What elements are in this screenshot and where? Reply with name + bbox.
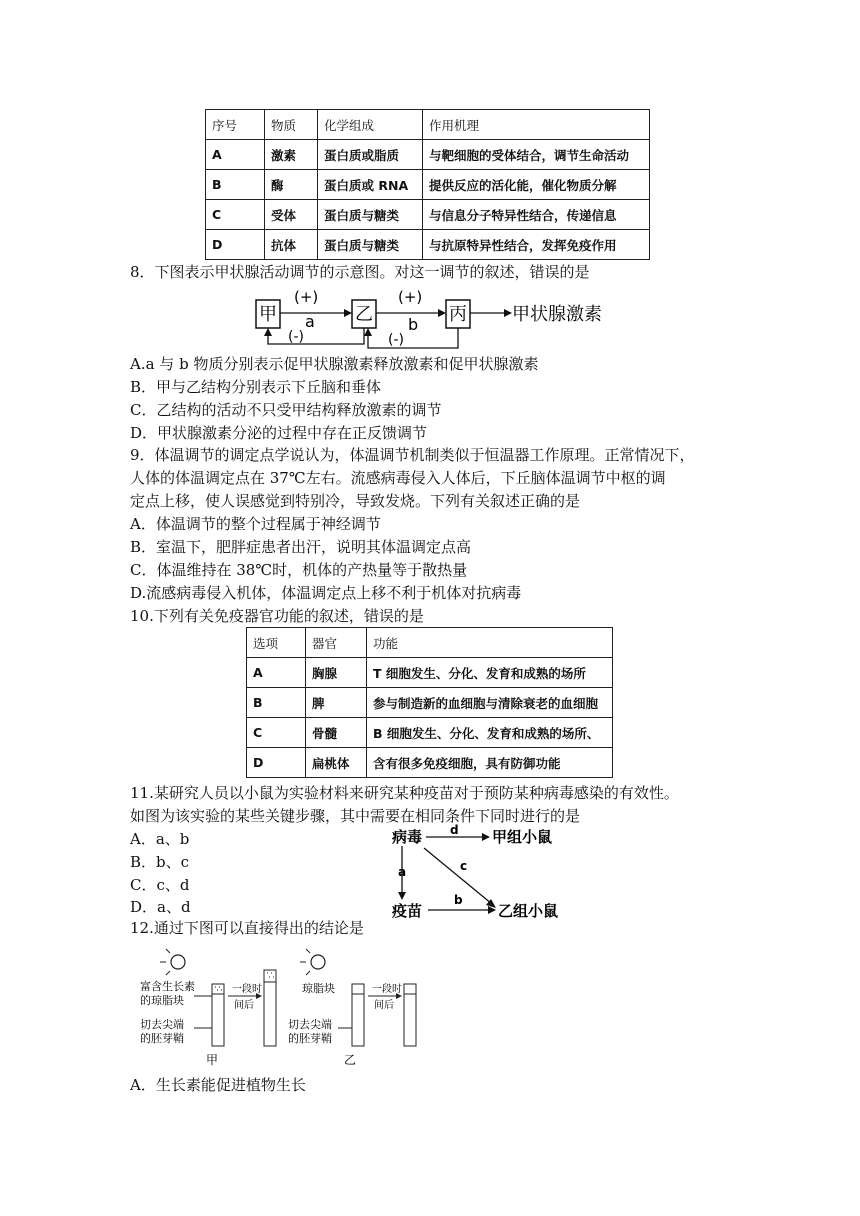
agar-block-yi — [352, 984, 364, 994]
minus-label-1: (-) — [288, 329, 304, 345]
thyroid-regulation-diagram — [250, 286, 620, 356]
table-immune-organs — [246, 627, 613, 778]
a-label: a — [305, 312, 315, 331]
a-label: a — [398, 865, 407, 879]
jia-block-label-1: 富含生长素 — [140, 980, 195, 993]
table-cell: 脾 — [306, 688, 367, 718]
table-header-cell: 功能 — [367, 628, 613, 658]
b-label: b — [408, 315, 419, 334]
light-ray — [306, 971, 310, 975]
agar-block-yi-after — [404, 984, 416, 994]
table-row — [247, 748, 613, 778]
light-ray — [166, 949, 170, 953]
q8-stem: 8．下图表示甲状腺活动调节的示意图。对这一调节的叙述，错误的是 — [130, 263, 590, 281]
time-label-2: 间后 — [374, 1000, 394, 1011]
table-cell: 参与制造新的血细胞与清除衰老的血细胞 — [367, 688, 613, 718]
table-cell: 蛋白质与糖类 — [318, 200, 423, 230]
table-cell: 抗体 — [265, 230, 318, 260]
coleoptile-yi-before — [352, 994, 364, 1046]
arrow-d-head — [482, 833, 490, 841]
table-cell: C — [247, 718, 306, 748]
table-cell: 与信息分子特异性结合，传递信息 — [423, 200, 650, 230]
q9-option-a: A．体温调节的整个过程属于神经调节 — [130, 515, 381, 533]
group-a-label: 甲组小鼠 — [492, 828, 553, 846]
table-header-cell: 物质 — [265, 110, 318, 140]
table-row — [206, 230, 650, 260]
feedback-arrow-2 — [364, 328, 372, 336]
q9-option-c: C．体温维持在 38℃时，机体的产热量等于散热量 — [130, 561, 468, 579]
q11-option-c: C．c、d — [130, 876, 190, 894]
table-cell: 扁桃体 — [306, 748, 367, 778]
plus-label-2: (+) — [398, 288, 423, 306]
coleoptile-yi-after — [404, 994, 416, 1046]
table-row — [206, 200, 650, 230]
table-cell: T 细胞发生、分化、发育和成熟的场所 — [367, 658, 613, 688]
q8-option-c: C．乙结构的活动不只受甲结构释放激素的调节 — [130, 401, 442, 419]
coleoptile-jia-before — [212, 994, 224, 1046]
yi-cut-label-1: 切去尖端 — [288, 1018, 332, 1031]
q11-option-d: D．a、d — [130, 898, 191, 916]
q11-option-a: A．a、b — [130, 830, 190, 848]
table-substances — [205, 109, 650, 260]
minus-label-2: (-) — [388, 332, 404, 348]
c-label: c — [460, 859, 468, 873]
q9-stem-line3: 定点上移，使人误感觉到特别冷，导致发烧。下列有关叙述正确的是 — [130, 492, 581, 510]
box-jia-label: 甲 — [259, 304, 277, 325]
table-row — [247, 658, 613, 688]
b-label: b — [454, 893, 463, 907]
jia-cut-label-1: 切去尖端 — [140, 1018, 184, 1031]
agar-block-jia-after — [264, 970, 276, 982]
feedback-arrow-1 — [264, 328, 272, 336]
table-cell: 酶 — [265, 170, 318, 200]
box-bing-label: 丙 — [449, 304, 467, 325]
feedback-yi-to-jia — [268, 328, 364, 344]
table-cell: 提供反应的活化能，催化物质分解 — [423, 170, 650, 200]
table-cell: 激素 — [265, 140, 318, 170]
arrow-output-head — [504, 309, 512, 317]
table-cell: 受体 — [265, 200, 318, 230]
time-label-1: 一段时 — [232, 984, 262, 995]
table-header-row — [247, 628, 613, 658]
table-cell: 胸腺 — [306, 658, 367, 688]
light-icon-yi — [311, 955, 325, 969]
table-row — [247, 688, 613, 718]
q11-stem-line2: 如图为该实验的某些关键步骤，其中需要在相同条件下同时进行的是 — [130, 807, 581, 825]
table-cell: A — [247, 658, 306, 688]
table-cell: 蛋白质或脂质 — [318, 140, 423, 170]
table-cell: 骨髓 — [306, 718, 367, 748]
table-cell: 蛋白质或 RNA — [318, 170, 423, 200]
label-jia: 甲 — [206, 1053, 219, 1067]
light-ray — [306, 949, 310, 953]
jia-block-label-2: 的琼脂块 — [140, 994, 184, 1007]
q8-option-b: B．甲与乙结构分别表示下丘脑和垂体 — [130, 378, 382, 396]
table-cell: B — [206, 170, 265, 200]
table-header-cell: 化学组成 — [318, 110, 423, 140]
q9-stem-line1: 9．体温调节的调定点学说认为，体温调节机制类似于恒温器工作原理。正常情况下， — [130, 446, 695, 464]
arrow-a-head — [398, 892, 406, 900]
table-cell: 含有很多免疫细胞，具有防御功能 — [367, 748, 613, 778]
q9-option-d: D.流感病毒侵入机体，体温调定点上移不利于机体对抗病毒 — [130, 584, 522, 602]
table-cell: 与抗原特异性结合，发挥免疫作用 — [423, 230, 650, 260]
table-row — [247, 718, 613, 748]
time-label-1: 一段时 — [372, 984, 402, 995]
table-cell: 与靶细胞的受体结合，调节生命活动 — [423, 140, 650, 170]
q8-option-d: D．甲状腺激素分泌的过程中存在正反馈调节 — [130, 424, 428, 442]
light-ray — [166, 971, 170, 975]
q12-option-a: A．生长素能促进植物生长 — [130, 1076, 306, 1094]
table-cell: 蛋白质与糖类 — [318, 230, 423, 260]
q11-option-b: B．b、c — [130, 853, 190, 871]
table-cell: B — [247, 688, 306, 718]
table-header-cell: 选项 — [247, 628, 306, 658]
agar-block-jia — [212, 984, 224, 994]
table-header-cell: 器官 — [306, 628, 367, 658]
table-cell: C — [206, 200, 265, 230]
box-yi-label: 乙 — [355, 304, 373, 325]
table-cell: A — [206, 140, 265, 170]
table-cell: D — [206, 230, 265, 260]
table-row — [206, 170, 650, 200]
jia-cut-label-2: 的胚芽鞘 — [140, 1032, 184, 1045]
plus-label-1: (+) — [294, 288, 319, 306]
coleoptile-experiment-diagram — [130, 944, 440, 1070]
table-header-cell: 序号 — [206, 110, 265, 140]
q8-option-a: A.a 与 b 物质分别表示促甲状腺激素释放激素和促甲状腺激素 — [130, 355, 539, 373]
vaccine-experiment-diagram — [388, 824, 588, 924]
arrow-b-head — [438, 309, 446, 317]
q11-stem-line1: 11.某研究人员以小鼠为实验材料来研究某种疫苗对于预防某种病毒感染的有效性。 — [130, 784, 679, 802]
table-cell: D — [247, 748, 306, 778]
q10-stem: 10.下列有关免疫器官功能的叙述，错误的是 — [130, 607, 424, 625]
virus-label: 病毒 — [392, 828, 423, 846]
table-header-cell: 作用机理 — [423, 110, 650, 140]
q9-option-b: B．室温下，肥胖症患者出汗，说明其体温调定点高 — [130, 538, 472, 556]
table-row — [206, 140, 650, 170]
label-yi: 乙 — [344, 1053, 357, 1067]
output-label: 甲状腺激素 — [512, 304, 602, 325]
yi-cut-label-2: 的胚芽鞘 — [288, 1032, 332, 1045]
d-label: d — [450, 824, 459, 837]
light-icon-jia — [171, 955, 185, 969]
yi-block-label: 琼脂块 — [302, 982, 335, 995]
group-b-label: 乙组小鼠 — [498, 902, 559, 920]
vaccine-label: 疫苗 — [392, 902, 423, 920]
time-label-2: 间后 — [234, 1000, 254, 1011]
table-header-row — [206, 110, 650, 140]
q12-stem: 12.通过下图可以直接得出的结论是 — [130, 919, 364, 937]
q9-stem-line2: 人体的体温调定点在 37℃左右。流感病毒侵入人体后，下丘脑体温调节中枢的调 — [130, 469, 666, 487]
coleoptile-jia-after — [264, 982, 276, 1046]
arrow-a-head — [344, 309, 352, 317]
table-cell: B 细胞发生、分化、发育和成熟的场所、 — [367, 718, 613, 748]
